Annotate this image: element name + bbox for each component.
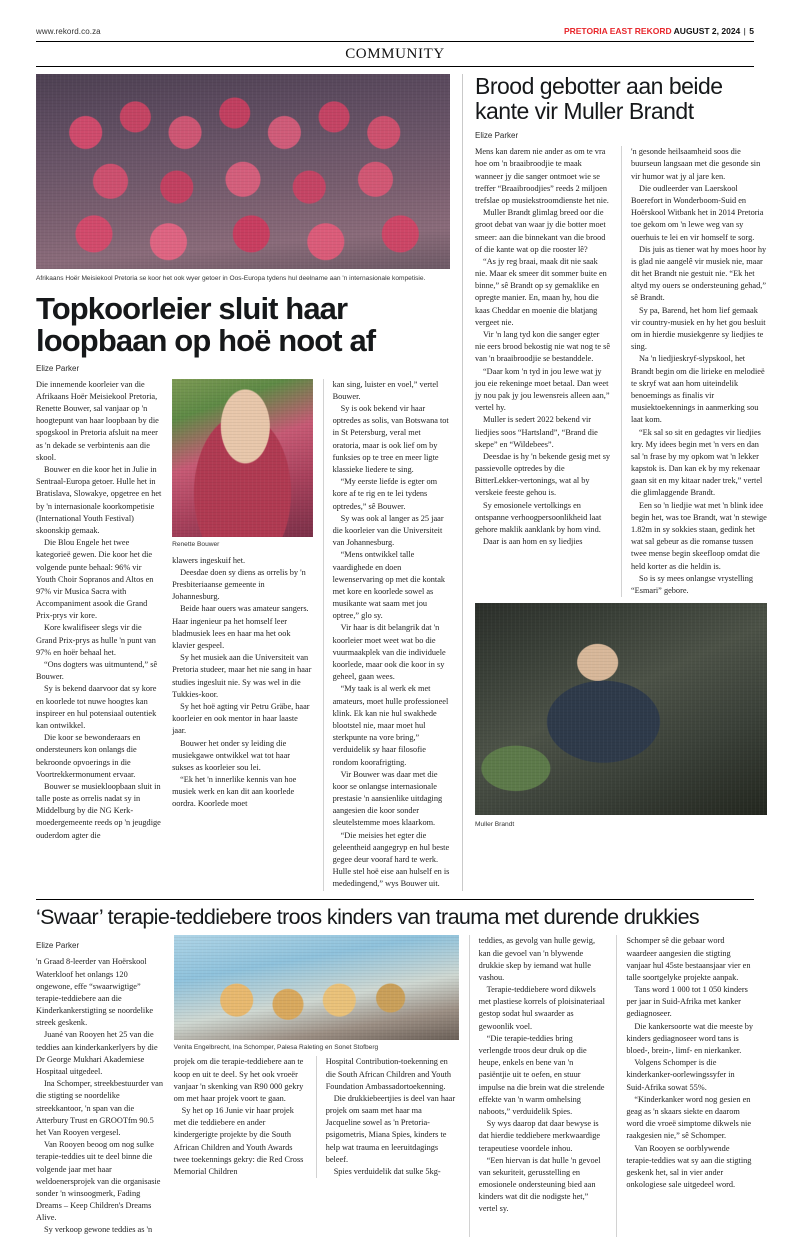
section-rule	[36, 66, 754, 67]
paragraph: “Ons dogters was uitmuntend,” sê Bouwer.	[36, 660, 158, 682]
teddies-photo-block	[174, 935, 459, 1236]
brandt-column-2	[621, 146, 767, 597]
paragraph: Die Blou Engele het twee kategorieë gewen. Die koor het die volgende punte behaal: 96% vir Youth Choir Sopranos and Altos en 97% vir Musica Sacra with Accompaniment asook die Grand Prix-prys vir kore.	[36, 538, 154, 621]
teddies-column-3	[316, 1056, 459, 1178]
teddy-donation-photo	[174, 935, 459, 1040]
masthead-separator: |	[743, 26, 746, 36]
publication-name: PRETORIA EAST REKORD	[563, 26, 672, 36]
paragraph: Sy het op 16 Junie vir haar projek met die teddiebere en ander kindergerigte projekte by die South African Children and Youth Awards twee toekennings gekry: die Red Cross Memorial Children	[173, 1106, 304, 1177]
choir-story	[36, 74, 450, 891]
paragraph: “Ek sal so sit en gedagtes vir liedjies kry. My idees begin met 'n vers en dan sal 'n frase by my opkom wat 'n lekker kapstok is. Dan kan ek by my rekenaar gaan sit en my kitaar nader trek,” vertel die glimlaggende Brandt.	[631, 427, 763, 498]
paragraph: Van Rooyen se oorblywende terapie-teddies wat sy aan die stigting geskenk het, sal in vier ander onkologiese sale uitgedeel word.	[626, 1143, 752, 1190]
paragraph: Sy verkoop gewone teddies as 'n	[44, 1225, 153, 1235]
paragraph: teddies, as gevolg van hulle gewig, kan die gevoel van 'n blywende drukkie skep by iemand wat hulle vashou.	[478, 936, 596, 982]
paragraph: Spies verduidelik dat sulke 5kg-	[333, 1167, 441, 1177]
paragraph: Sy is bekend daarvoor dat sy kore en koorlede tot nuwe hoogtes kan inspireer en hul potensiaal outentiek kan ontwikkel.	[36, 684, 157, 730]
paragraph: kan sing, luister en voel,” vertel Bouwer.	[332, 379, 439, 401]
portrait-caption: Renette Bouwer	[172, 540, 220, 548]
paragraph: Bouwer se musiekloopbaan sluit in talle poste as orrelis nadat sy in Middelburg by die NG Kerk-moedergemeente reeds op 'n jeugdige ouderdom agter die	[36, 781, 161, 840]
paragraph: projek om die terapie-teddiebere aan te koop en uit te deel. Sy het ook vroeër vanjaar 'n skenking van R90 000 gekry om met haar projek voort te gaan.	[173, 1057, 304, 1103]
brandt-column-1	[475, 146, 611, 597]
choir-column-3	[323, 379, 450, 891]
renette-bouwer-portrait	[172, 379, 313, 537]
paragraph: Schomper sê die gebaar word waardeer aangesien die stigting vanjaar hul 45ste bestaansjaar vier en talle soortgelyke projekte aanpak.	[626, 936, 751, 982]
choir-story-columns	[36, 379, 450, 891]
muller-brandt-photo	[475, 603, 767, 815]
paragraph: Deesdae is hy 'n bekende gesig met sy passievolle optredes by die BitterLekker-vertonings, wat al by verskeie feeste gehou is.	[475, 451, 611, 498]
paragraph: Die innemende koorleier van die Afrikaans Hoër Meisiekool Pretoria, Renette Bouwer, sal vanjaar op 'n hoogtepunt van haar loopbaan by die spogskool in Pretoria afsluit na meer as 'n dekade se verbintenis aan die skool.	[36, 379, 159, 462]
paragraph: Die oudleerder van Laerskool Boerefort in Wonderboom-Suid en Hoërskool Witbank het in 2014 Pretoria toe gekom om 'n lewe weg van sy ouerhuis te lei en vir homself te sorg.	[631, 183, 764, 242]
paragraph: Vir 'n lang tyd kon die sanger egter nie eers brood bekostig nie wat nog te sê van 'n braaibroodjie se bestanddele.	[475, 330, 611, 364]
paragraph: klawers ingeskuif het.	[172, 555, 246, 565]
photo-texture	[475, 603, 767, 815]
paragraph: “Die terapie-teddies bring verlengde troos deur druk op die heupe, enkels en bene van 'n pasiëntjie uit te oefen, en stuur impulse na die brein wat die strelende effekte van 'n warm omhelsing naboots,” verduidelik Spies.	[478, 1033, 605, 1116]
paragraph: Bouwer en die koor het in Julie in Sentraal-Europa getoer. Hulle het in Bratislava, Slowakye, opgetree en het by 'n internasionale koorkompetisie (International Youth Festival) skoonskip gemaak.	[36, 465, 162, 535]
photo-texture	[36, 74, 450, 269]
paragraph: Sy het musiek aan die Universiteit van Pretoria studeer, maar het nie sang in haar studies ingesluit nie. Sy was wel in die Tukkies-koor.	[172, 653, 312, 699]
paragraph: Sy is ook bekend vir haar optredes as solis, van Botswana tot in St Petersburg, veral met oratoria, maar is ook lief om by funksies op te tree en meer ligte klassieke liedere te sing.	[332, 404, 449, 474]
teddies-subcolumns	[174, 1056, 459, 1178]
teddies-photo-caption: Venita Engelbrecht, Ina Schomper, Palesa Raleting en Sonet Stofberg	[173, 1044, 379, 1052]
paragraph: Terapie-teddiebere word dikwels met plastiese korrels of ploisinateriaal gestop sodat hul swaarder as gewoonlik voel.	[478, 985, 605, 1031]
brandt-headline: Brood gebotter aan beide kante vir Muller Brandt	[475, 73, 723, 124]
paragraph: Die drukkiebeertjies is deel van haar projek om saam met haar ma Jacqueline sowel as 'n Pretoria-psigometris, Miana Spies, kinders te help wat trauma en leeruitdagings beleef.	[325, 1093, 456, 1164]
teddies-story-columns	[36, 935, 754, 1236]
teddies-column-5	[616, 935, 754, 1236]
choir-column-2	[172, 379, 313, 891]
paragraph: Muller is sedert 2022 bekend vir liedjies soos “Hartsland”, “Brand die skepe” en “Wildebees”.	[475, 415, 598, 449]
paragraph: Na 'n liedjieskryf-slypskool, het Brandt begin om die lirieke en melodieë te skryf wat aan hom uiteindelik benoemings as finalis vir musiektoekennings in aanmerking sou laat kom.	[631, 354, 765, 425]
masthead-publication-info	[564, 26, 754, 36]
paragraph: Een so 'n liedjie wat met 'n blink idee begin het, was toe Brandt, wat 'n stewige 1.82m in sy sokkies staan, gedink het wat sal gebeur as die romanse tussen twee mense begin skeefloop omdat die held korter as die heldin is.	[631, 500, 767, 571]
choir-photo	[36, 74, 450, 269]
paragraph: Mens kan darem nie ander as om te vra hoe om 'n braaibroodjie te maak wanneer jy die sanger ontmoet wie se treffer “Braaibroodjies” reeds 2 miljoen trefslae op musiekstroomdienste het nie.	[475, 147, 609, 205]
paragraph: Daar is aan hom en sy liedjies	[483, 537, 583, 547]
bottom-story-rule	[36, 899, 754, 900]
top-region	[36, 73, 767, 891]
paragraph: Dis juis as tiener wat hy moes hoor hy is glad nie aangelê vir musiek nie, maar dit het Brandt nie gestuit nie. “Ek het altyd my ouers se ondersteuning gehad,” sê Brandt.	[631, 244, 767, 303]
paragraph: Sy was ook al langer as 25 jaar die koorleier van die Universiteit van Johannesburg.	[332, 513, 444, 548]
paragraph: Van Rooyen beoog om nog sulke terapie-teddies uit te deel binne die volgende jaar met haar weldoenersprojek van die organisasie sonder 'n winsoogmerk, Fading Dreams – Keep Children's Dreams Alive.	[36, 1140, 161, 1223]
paragraph: “Mens ontwikkel talle vaardighede en doen lewenservaring op met die kontak met kore en koorlede sowel as musikante wat saam met jou optree,” glo sy.	[332, 550, 446, 621]
paragraph: Sy emosionele vertolkings en ontspanne verhoogpersoonlikheid laat gehore maklik aanklank by hom vind.	[475, 500, 602, 535]
teddies-headline: ‘Swaar’ terapie-teddiebere troos kinders van trauma met durende drukkies	[36, 904, 700, 929]
paragraph: Juané van Rooyen het 25 van die teddies aan kinderkankerlyers by die Dr George Mukhari Akademiese Hospitaal uitgedeel.	[36, 1030, 158, 1077]
paragraph: “Een hiervan is dat hulle 'n gevoel van sekuriteit, gerusstelling en emosionele ondersteuning bied aan kinders wat dit die nodigste het,” vertel sy.	[478, 1155, 601, 1214]
paragraph: Sy wys daarop dat daar bewyse is dat hierdie teddiebere merkwaardige terapeutiese voordele inhou.	[478, 1119, 601, 1153]
paragraph: “Die meisies het egter die geleentheid aangegryp en hul beste gegee deur vooraf hard te werk. Hulle stel hoë eise aan hulself en is mededingend,” wys Bouwer uit.	[332, 830, 450, 889]
paragraph: 'n gesonde heilsaamheid soos die buurseun langsaan met die gesonde sin vir humor wat jy al jare ken.	[631, 147, 761, 181]
paragraph: 'n Graad 8-leerder van Hoërskool Waterkloof het onlangs 120 ongewone, effe “swaarwigtige” terapie-teddiebere aan die Kinderkankerstigting se noordelike streek geskenk.	[36, 957, 154, 1028]
paragraph: “Kinderkanker word nog gesien en geag as 'n skaars siekte en daarom word die vroeë simptome dikwels nie raakgesien nie,” sê Schomper.	[626, 1094, 751, 1141]
paragraph: “My taak is al werk ek met amateurs, moet hulle professioneel klink. Ek kan nie hul swakhede blootstel nie, maar moet hul sterkpunte na vore bring,” verduidelik sy haar filosofie rondom koorafrigting.	[332, 684, 449, 767]
brandt-story	[462, 74, 767, 891]
issue-date: AUGUST 2, 2024	[673, 26, 741, 36]
paragraph: Bouwer het onder sy leiding die musiekgawe ontwikkel wat tot haar sukses as koorleier sou lei.	[172, 738, 291, 772]
paragraph: Sy pa, Barend, het hom lief gemaak vir country-musiek en hy het gou besluit om in hierdie musiekgenre sy liedjies te sing.	[631, 305, 766, 352]
paragraph: “My eerste liefde is egter om kore af te rig en te lei tydens optredes,” sê Bouwer.	[332, 477, 438, 511]
paragraph: “As jy reg braai, maak dit nie saak nie. Maar ek smeer dit sommer buite en binne,” sê Brandt op sy gemaklike en opregte manier. En, maan hy, hou die kaas Cheddar en moenie die blatjang vergeet nie.	[475, 256, 607, 327]
paragraph: Deesdae doen sy diens as orrelis by 'n Presbiteriaanse gemeente in Johannesburg.	[172, 567, 306, 602]
teddies-column-1	[36, 935, 164, 1236]
paragraph: Tans word 1 000 tot 1 050 kinders per jaar in Suid-Afrika met kanker gediagnoseer.	[626, 985, 748, 1019]
paragraph: Beide haar ouers was amateur sangers. Haar ingenieur pa het homself leer bladmusiek lees en haar ma het ook klavier gespeel.	[172, 604, 309, 650]
paragraph: Die kankersoorte wat die meeste by kinders gediagnoseer word tans is bloed-, brein-, limf- en nierkanker.	[626, 1021, 753, 1056]
masthead	[36, 26, 754, 41]
teddies-column-2	[174, 1056, 306, 1178]
section-title: COMMUNITY	[345, 46, 445, 62]
teddies-byline: Elize Parker	[36, 941, 80, 951]
paragraph: “Ek het 'n innerlike kennis van hoe musiek werk en kan dit aan koorlede oordra. Koorlede moet	[172, 775, 297, 809]
website-url[interactable]: www.rekord.co.za	[36, 27, 101, 36]
paragraph: Sy het hoë agting vir Petru Gräbe, haar koorleier en ook mentor in haar laaste jaar.	[172, 701, 310, 736]
paragraph: Kore kwalifiseer slegs vir die Grand Prix-prys as hulle 'n punt van 97% en hoër behaal het.	[36, 623, 156, 657]
paragraph: Vir haar is dit belangrik dat 'n koorleier moet weet wat bo die vuurmaakplek van die individuele koorlede, maar ook die koor in sy geheel, gaan wees.	[332, 623, 446, 682]
paragraph: Vir Bouwer was daar met die koor se onlangse internasionale prestasie 'n aansienlike uitdaging aangesien die koor sonder sleutelstemme moes klaarkom.	[332, 769, 443, 828]
photo-texture	[172, 379, 313, 537]
choir-byline: Elize Parker	[36, 363, 80, 373]
paragraph: So is sy mees onlangse vrystelling “Esmari” gebore.	[631, 573, 754, 595]
paragraph: Die koor se bewonderaars en ondersteuners kon onlangs die bekroonde opvoerings in die Voortrekkermonument ervaar.	[36, 733, 141, 779]
choir-headline: Topkoorleier sluit haar loopbaan op hoë noot af	[36, 291, 376, 359]
choir-column-1	[36, 379, 162, 891]
paragraph: Volgens Schomper is die kinderkanker-oorlewingssyfer in Suid-Afrika sowat 55%.	[626, 1058, 735, 1092]
brandt-story-columns	[475, 146, 767, 597]
photo-texture	[174, 935, 459, 1040]
paragraph: Muller Brandt glimlag breed oor die groot debat van waar jy die botter moet smeer: aan die binnekant van die brood of die kante wat op die rooster lê?	[475, 208, 606, 254]
choir-photo-caption: Afrikaans Hoër Meisiekool Pretoria se koor het ook wyer getoer in Oos-Europa tydens hul deelname aan 'n internasionale kompetisie.	[36, 275, 426, 282]
page-number: 5	[749, 26, 754, 36]
paragraph: “Daar kom 'n tyd in jou lewe wat jy jou eie rekeninge moet betaal. Dan weet jy nou pak jy jou lewensreis alleen aan,” vertel hy.	[475, 366, 610, 413]
teddies-column-4	[469, 935, 607, 1236]
paragraph: Ina Schomper, streekbestuurder van die stigting se noordelike streekkantoor, 'n span van die Atterbury Trust en GROOTfm 90.5 het Van Rooyen vergesel.	[36, 1079, 164, 1137]
brandt-byline: Elize Parker	[475, 131, 519, 141]
brandt-photo-caption: Muller Brandt	[475, 821, 515, 829]
paragraph: Hospital Contribution-toekenning en die South African Children and Youth Foundation Ambassadortoekenning.	[325, 1057, 452, 1091]
